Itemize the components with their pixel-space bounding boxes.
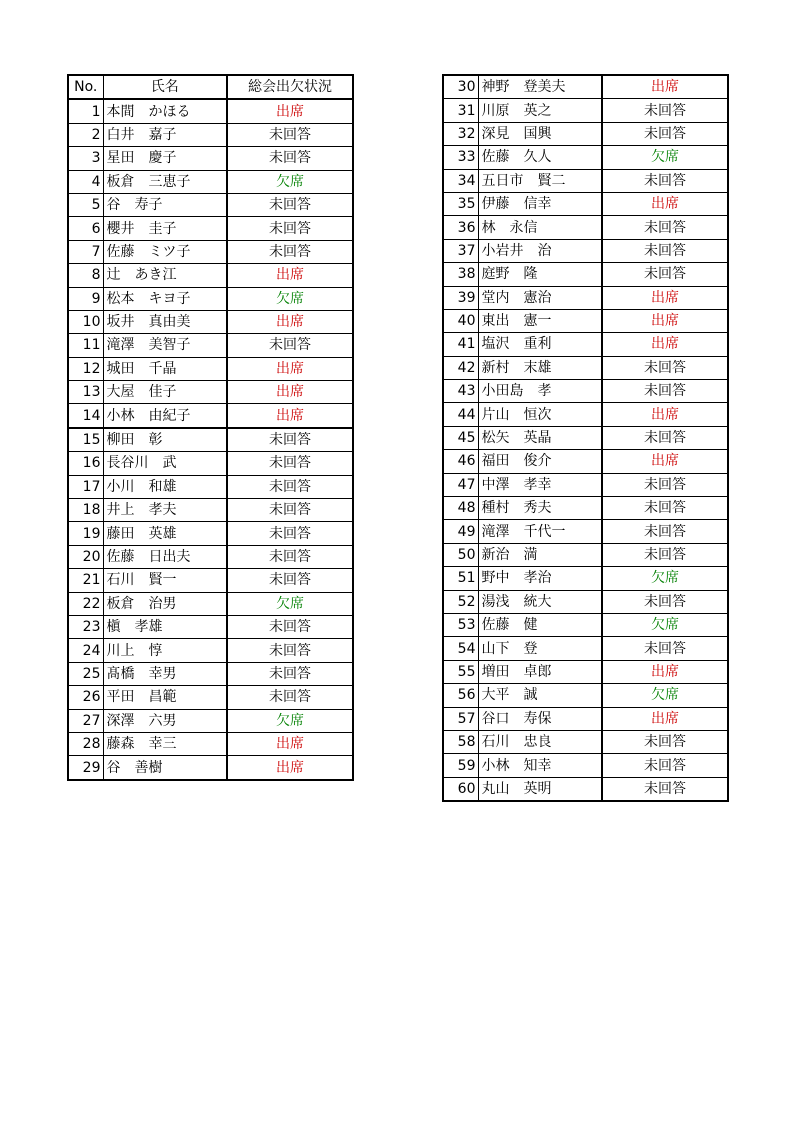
table-row	[443, 356, 728, 379]
member-number: 41	[443, 333, 478, 356]
member-name: 谷 善樹	[103, 756, 227, 780]
attendance-status: 未回答	[602, 426, 728, 449]
attendance-status: 出席	[227, 310, 353, 333]
table-row	[68, 123, 353, 146]
attendance-status: 出席	[602, 333, 728, 356]
attendance-status: 未回答	[227, 334, 353, 357]
member-number: 30	[443, 75, 478, 99]
member-number: 27	[68, 709, 103, 732]
attendance-status: 出席	[227, 264, 353, 287]
member-name: 小岩井 治	[478, 239, 602, 262]
member-number: 13	[68, 381, 103, 404]
attendance-status: 未回答	[602, 543, 728, 566]
member-number: 8	[68, 264, 103, 287]
member-number: 9	[68, 287, 103, 310]
member-number: 7	[68, 240, 103, 263]
member-number: 3	[68, 147, 103, 170]
table-row	[68, 310, 353, 333]
member-number: 1	[68, 99, 103, 123]
table-row	[68, 452, 353, 475]
table-row	[443, 286, 728, 309]
member-number: 40	[443, 309, 478, 332]
attendance-status: 未回答	[602, 380, 728, 403]
member-number: 15	[68, 428, 103, 452]
table-row	[443, 497, 728, 520]
attendance-status: 未回答	[227, 240, 353, 263]
attendance-status: 未回答	[602, 754, 728, 777]
table-row	[68, 522, 353, 545]
member-number: 22	[68, 592, 103, 615]
member-name: 大平 誠	[478, 684, 602, 707]
member-number: 35	[443, 192, 478, 215]
table-row	[443, 192, 728, 215]
member-number: 50	[443, 543, 478, 566]
member-name: 庭野 隆	[478, 263, 602, 286]
member-name: 五日市 賢二	[478, 169, 602, 192]
member-name: 星田 慶子	[103, 147, 227, 170]
member-name: 小林 知幸	[478, 754, 602, 777]
attendance-status: 未回答	[227, 217, 353, 240]
attendance-status: 出席	[602, 660, 728, 683]
attendance-status: 未回答	[602, 473, 728, 496]
member-number: 54	[443, 637, 478, 660]
table-row	[68, 381, 353, 404]
member-number: 34	[443, 169, 478, 192]
member-name: 野中 孝治	[478, 567, 602, 590]
member-name: 増田 卓郎	[478, 660, 602, 683]
member-name: 林 永信	[478, 216, 602, 239]
member-name: 松本 キヨ子	[103, 287, 227, 310]
member-name: 伊藤 信幸	[478, 192, 602, 215]
table-row	[443, 543, 728, 566]
member-number: 24	[68, 639, 103, 662]
member-name: 槇 孝雄	[103, 615, 227, 638]
table-row	[68, 147, 353, 170]
table-row	[68, 287, 353, 310]
member-number: 46	[443, 450, 478, 473]
attendance-status: 未回答	[227, 569, 353, 592]
member-number: 42	[443, 356, 478, 379]
table-row	[68, 428, 353, 452]
attendance-status: 未回答	[227, 428, 353, 452]
member-number: 17	[68, 475, 103, 498]
member-name: 滝澤 千代一	[478, 520, 602, 543]
table-row	[443, 754, 728, 777]
member-number: 25	[68, 662, 103, 685]
member-number: 43	[443, 380, 478, 403]
member-number: 14	[68, 404, 103, 428]
attendance-status: 出席	[602, 309, 728, 332]
attendance-status: 欠席	[227, 170, 353, 193]
table-row	[443, 613, 728, 636]
member-name: 谷口 寿保	[478, 707, 602, 730]
table-row	[443, 777, 728, 801]
attendance-status: 欠席	[602, 684, 728, 707]
table-row	[68, 170, 353, 193]
attendance-status: 欠席	[227, 709, 353, 732]
attendance-status: 出席	[602, 403, 728, 426]
member-number: 48	[443, 497, 478, 520]
member-number: 39	[443, 286, 478, 309]
member-name: 小田島 孝	[478, 380, 602, 403]
member-number: 36	[443, 216, 478, 239]
member-number: 29	[68, 756, 103, 780]
table-row	[443, 146, 728, 169]
table-header-row	[68, 75, 353, 99]
attendance-status: 未回答	[602, 169, 728, 192]
member-name: 長谷川 武	[103, 452, 227, 475]
attendance-status: 未回答	[602, 239, 728, 262]
table-row	[68, 732, 353, 755]
member-name: 滝澤 美智子	[103, 334, 227, 357]
member-name: 丸山 英明	[478, 777, 602, 801]
table-row	[443, 239, 728, 262]
member-name: 石川 忠良	[478, 730, 602, 753]
attendance-status: 出席	[227, 99, 353, 123]
table-row	[443, 75, 728, 99]
table-row	[68, 499, 353, 522]
table-row	[68, 217, 353, 240]
member-name: 堂内 憲治	[478, 286, 602, 309]
member-number: 37	[443, 239, 478, 262]
attendance-status: 未回答	[227, 475, 353, 498]
member-name: 深見 国興	[478, 122, 602, 145]
member-name: 板倉 三恵子	[103, 170, 227, 193]
member-number: 19	[68, 522, 103, 545]
attendance-status: 未回答	[227, 545, 353, 568]
member-number: 28	[68, 732, 103, 755]
table-row	[443, 426, 728, 449]
member-name: 佐藤 日出夫	[103, 545, 227, 568]
member-number: 11	[68, 334, 103, 357]
table-row	[68, 357, 353, 380]
attendance-status: 未回答	[227, 686, 353, 709]
table-row	[443, 660, 728, 683]
member-name: 櫻井 圭子	[103, 217, 227, 240]
member-name: 小川 和雄	[103, 475, 227, 498]
member-name: 種村 秀夫	[478, 497, 602, 520]
table-row	[443, 216, 728, 239]
member-name: 板倉 治男	[103, 592, 227, 615]
member-number: 2	[68, 123, 103, 146]
member-number: 32	[443, 122, 478, 145]
member-name: 深澤 六男	[103, 709, 227, 732]
attendance-status: 出席	[602, 286, 728, 309]
member-name: 福田 俊介	[478, 450, 602, 473]
member-number: 31	[443, 99, 478, 122]
attendance-status: 出席	[227, 732, 353, 755]
member-number: 44	[443, 403, 478, 426]
table-row	[443, 169, 728, 192]
table-row	[443, 450, 728, 473]
member-name: 本間 かほる	[103, 99, 227, 123]
header-name: 氏名	[103, 75, 227, 99]
table-row	[443, 333, 728, 356]
attendance-status: 欠席	[602, 613, 728, 636]
member-number: 58	[443, 730, 478, 753]
attendance-status: 出席	[602, 75, 728, 99]
table-row	[68, 569, 353, 592]
table-row	[443, 309, 728, 332]
attendance-status: 未回答	[602, 520, 728, 543]
member-name: 神野 登美夫	[478, 75, 602, 99]
table-row	[68, 615, 353, 638]
member-number: 45	[443, 426, 478, 449]
attendance-status: 未回答	[227, 452, 353, 475]
attendance-table-left	[67, 74, 354, 781]
attendance-table-right	[442, 74, 729, 802]
member-number: 20	[68, 545, 103, 568]
member-name: 井上 孝夫	[103, 499, 227, 522]
table-row	[443, 520, 728, 543]
attendance-status: 未回答	[227, 499, 353, 522]
member-name: 小林 由紀子	[103, 404, 227, 428]
member-number: 59	[443, 754, 478, 777]
attendance-status: 未回答	[602, 730, 728, 753]
member-number: 38	[443, 263, 478, 286]
table-row	[443, 99, 728, 122]
member-name: 川原 英之	[478, 99, 602, 122]
member-name: 新村 末雄	[478, 356, 602, 379]
member-number: 18	[68, 499, 103, 522]
table-row	[443, 637, 728, 660]
member-name: 佐藤 健	[478, 613, 602, 636]
member-name: 平田 昌範	[103, 686, 227, 709]
member-name: 川上 惇	[103, 639, 227, 662]
attendance-status: 出席	[227, 756, 353, 780]
attendance-status: 出席	[602, 707, 728, 730]
member-number: 55	[443, 660, 478, 683]
member-number: 23	[68, 615, 103, 638]
attendance-status: 未回答	[602, 99, 728, 122]
member-number: 53	[443, 613, 478, 636]
member-name: 中澤 孝幸	[478, 473, 602, 496]
table-row	[443, 380, 728, 403]
member-name: 柳田 彰	[103, 428, 227, 452]
attendance-status: 出席	[227, 357, 353, 380]
attendance-status: 出席	[602, 450, 728, 473]
attendance-status: 出席	[227, 404, 353, 428]
table-row	[68, 99, 353, 123]
table-row	[443, 684, 728, 707]
member-number: 56	[443, 684, 478, 707]
attendance-status: 未回答	[227, 522, 353, 545]
table-row	[443, 707, 728, 730]
attendance-status: 未回答	[602, 122, 728, 145]
attendance-status: 出席	[602, 192, 728, 215]
member-name: 藤森 幸三	[103, 732, 227, 755]
table-row	[443, 122, 728, 145]
member-number: 16	[68, 452, 103, 475]
table-row	[443, 590, 728, 613]
table-row	[68, 475, 353, 498]
member-name: 佐藤 ミツ子	[103, 240, 227, 263]
member-name: 湯浅 統大	[478, 590, 602, 613]
table-row	[68, 592, 353, 615]
table-row	[68, 264, 353, 287]
member-number: 51	[443, 567, 478, 590]
attendance-status: 未回答	[227, 123, 353, 146]
member-number: 47	[443, 473, 478, 496]
header-status: 総会出欠状況	[227, 75, 353, 99]
member-number: 33	[443, 146, 478, 169]
member-name: 石川 賢一	[103, 569, 227, 592]
table-row	[68, 545, 353, 568]
attendance-status: 欠席	[602, 146, 728, 169]
attendance-status: 欠席	[602, 567, 728, 590]
header-no: No.	[68, 75, 103, 99]
member-number: 10	[68, 310, 103, 333]
attendance-status: 未回答	[602, 637, 728, 660]
table-row	[68, 709, 353, 732]
table-row	[443, 263, 728, 286]
member-name: 辻 あき江	[103, 264, 227, 287]
member-number: 52	[443, 590, 478, 613]
member-name: 新治 満	[478, 543, 602, 566]
attendance-status: 未回答	[227, 662, 353, 685]
member-number: 6	[68, 217, 103, 240]
table-row	[443, 473, 728, 496]
member-name: 藤田 英雄	[103, 522, 227, 545]
attendance-status: 未回答	[602, 590, 728, 613]
member-name: 城田 千晶	[103, 357, 227, 380]
member-name: 佐藤 久人	[478, 146, 602, 169]
attendance-status: 欠席	[227, 592, 353, 615]
member-number: 4	[68, 170, 103, 193]
member-number: 26	[68, 686, 103, 709]
attendance-status: 未回答	[602, 777, 728, 801]
member-number: 49	[443, 520, 478, 543]
table-row	[68, 662, 353, 685]
member-name: 大屋 佳子	[103, 381, 227, 404]
attendance-status: 未回答	[227, 147, 353, 170]
member-name: 坂井 真由美	[103, 310, 227, 333]
member-number: 5	[68, 193, 103, 216]
attendance-status: 未回答	[602, 263, 728, 286]
member-name: 松矢 英晶	[478, 426, 602, 449]
attendance-status: 未回答	[602, 216, 728, 239]
member-number: 12	[68, 357, 103, 380]
member-name: 白井 嘉子	[103, 123, 227, 146]
attendance-status: 未回答	[227, 615, 353, 638]
member-name: 片山 恒次	[478, 403, 602, 426]
attendance-status: 未回答	[227, 639, 353, 662]
table-row	[68, 404, 353, 428]
table-row	[68, 240, 353, 263]
member-number: 57	[443, 707, 478, 730]
table-row	[443, 567, 728, 590]
member-name: 塩沢 重利	[478, 333, 602, 356]
table-row	[443, 730, 728, 753]
member-name: 山下 登	[478, 637, 602, 660]
member-number: 60	[443, 777, 478, 801]
member-name: 東出 憲一	[478, 309, 602, 332]
table-row	[443, 403, 728, 426]
member-name: 谷 寿子	[103, 193, 227, 216]
member-name: 髙橋 幸男	[103, 662, 227, 685]
attendance-status: 欠席	[227, 287, 353, 310]
table-row	[68, 686, 353, 709]
member-number: 21	[68, 569, 103, 592]
attendance-status: 出席	[227, 381, 353, 404]
table-row	[68, 334, 353, 357]
attendance-status: 未回答	[227, 193, 353, 216]
attendance-status: 未回答	[602, 497, 728, 520]
attendance-status: 未回答	[602, 356, 728, 379]
table-row	[68, 639, 353, 662]
table-row	[68, 193, 353, 216]
table-row	[68, 756, 353, 780]
